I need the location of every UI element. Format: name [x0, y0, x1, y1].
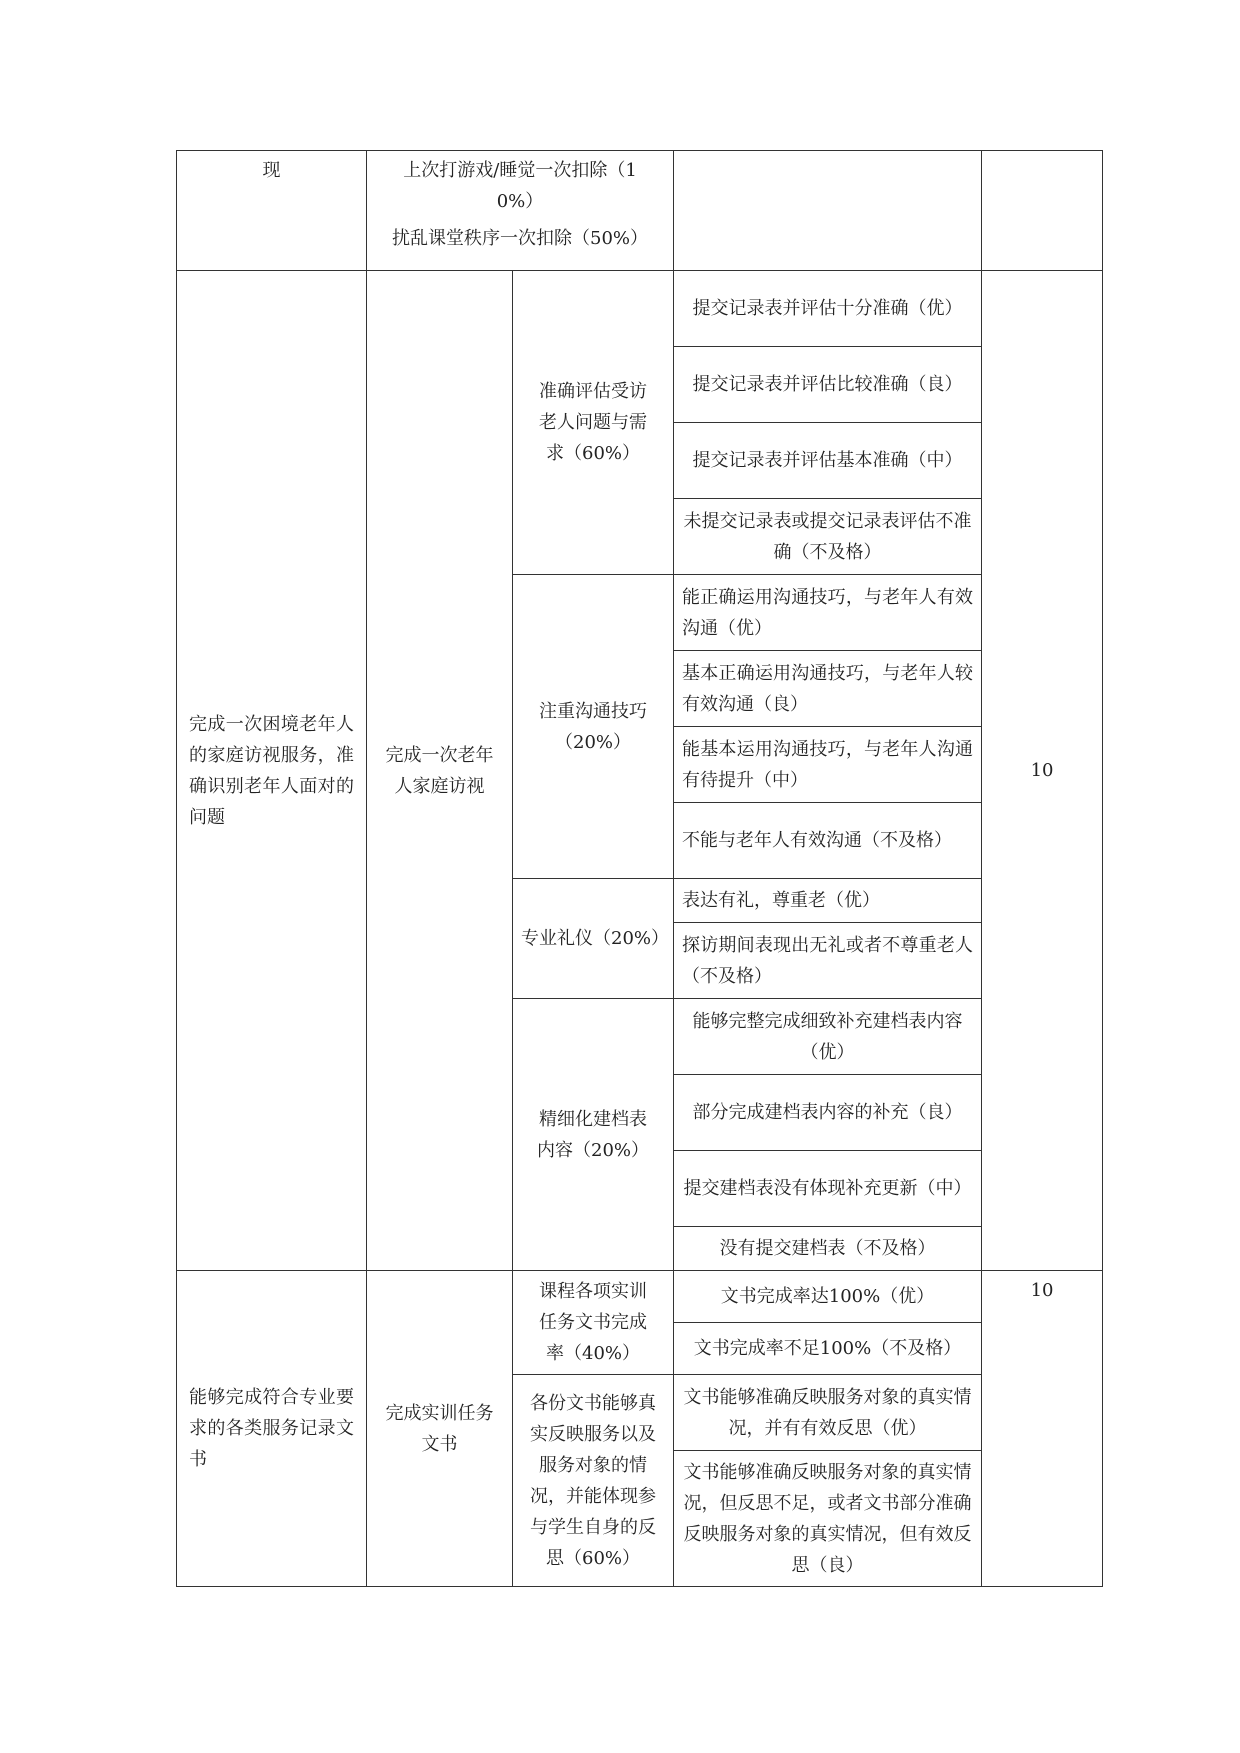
level-cell: 提交建档表没有体现补充更新（中） — [674, 1151, 982, 1227]
level-cell: 能基本运用沟通技巧，与老年人沟通有待提升（中） — [674, 727, 982, 803]
criterion-cell: 准确评估受访老人问题与需求（60%） — [513, 271, 674, 575]
level-cell: 提交记录表并评估十分准确（优） — [674, 271, 982, 347]
criterion-cell: 课程各项实训任务文书完成率（40%） — [513, 1271, 674, 1375]
table-cell: 现 — [177, 151, 367, 271]
level-cell: 文书完成率达100%（优） — [674, 1271, 982, 1323]
deduction-rule: 上次打游戏/睡觉一次扣除（10%） — [403, 160, 637, 212]
table-cell — [367, 151, 674, 271]
level-cell: 文书完成率不足100%（不及格） — [674, 1323, 982, 1375]
task-cell: 完成实训任务文书 — [367, 1271, 513, 1587]
level-cell: 提交记录表并评估基本准确（中） — [674, 423, 982, 499]
deduction-rule: 扰乱课堂秩序一次扣除（50%） — [392, 228, 649, 249]
task-cell: 完成一次老年人家庭访视 — [367, 271, 513, 1271]
table-cell — [674, 151, 982, 271]
criterion-cell: 各份文书能够真实反映服务以及服务对象的情况，并能体现参与学生自身的反思（60%） — [513, 1375, 674, 1587]
table-row — [177, 151, 1103, 271]
level-cell: 能正确运用沟通技巧，与老年人有效沟通（优） — [674, 575, 982, 651]
level-cell: 探访期间表现出无礼或者不尊重老人（不及格） — [674, 923, 982, 999]
criterion-cell: 注重沟通技巧（20%） — [513, 575, 674, 879]
evaluation-table — [176, 150, 1103, 1587]
table-row — [177, 1271, 1103, 1323]
goal-cell: 能够完成符合专业要求的各类服务记录文书 — [177, 1271, 367, 1587]
level-cell: 基本正确运用沟通技巧，与老年人较有效沟通（良） — [674, 651, 982, 727]
level-cell: 文书能够准确反映服务对象的真实情况，但反思不足，或者文书部分准确反映服务对象的真实情况，但有效反思（良） — [674, 1451, 982, 1587]
level-cell: 表达有礼，尊重老（优） — [674, 879, 982, 923]
table-row — [177, 271, 1103, 347]
goal-cell: 完成一次困境老年人的家庭访视服务，准确识别老年人面对的问题 — [177, 271, 367, 1271]
criterion-cell: 精细化建档表内容（20%） — [513, 999, 674, 1271]
score-cell: 10 — [982, 1271, 1103, 1587]
level-cell: 没有提交建档表（不及格） — [674, 1227, 982, 1271]
level-cell: 不能与老年人有效沟通（不及格） — [674, 803, 982, 879]
criterion-cell: 专业礼仪（20%） — [513, 879, 674, 999]
level-cell: 未提交记录表或提交记录表评估不准确（不及格） — [674, 499, 982, 575]
table-cell — [982, 151, 1103, 271]
level-cell: 部分完成建档表内容的补充（良） — [674, 1075, 982, 1151]
level-cell: 提交记录表并评估比较准确（良） — [674, 347, 982, 423]
score-cell: 10 — [982, 271, 1103, 1271]
level-cell: 能够完整完成细致补充建档表内容（优） — [674, 999, 982, 1075]
level-cell: 文书能够准确反映服务对象的真实情况，并有有效反思（优） — [674, 1375, 982, 1451]
